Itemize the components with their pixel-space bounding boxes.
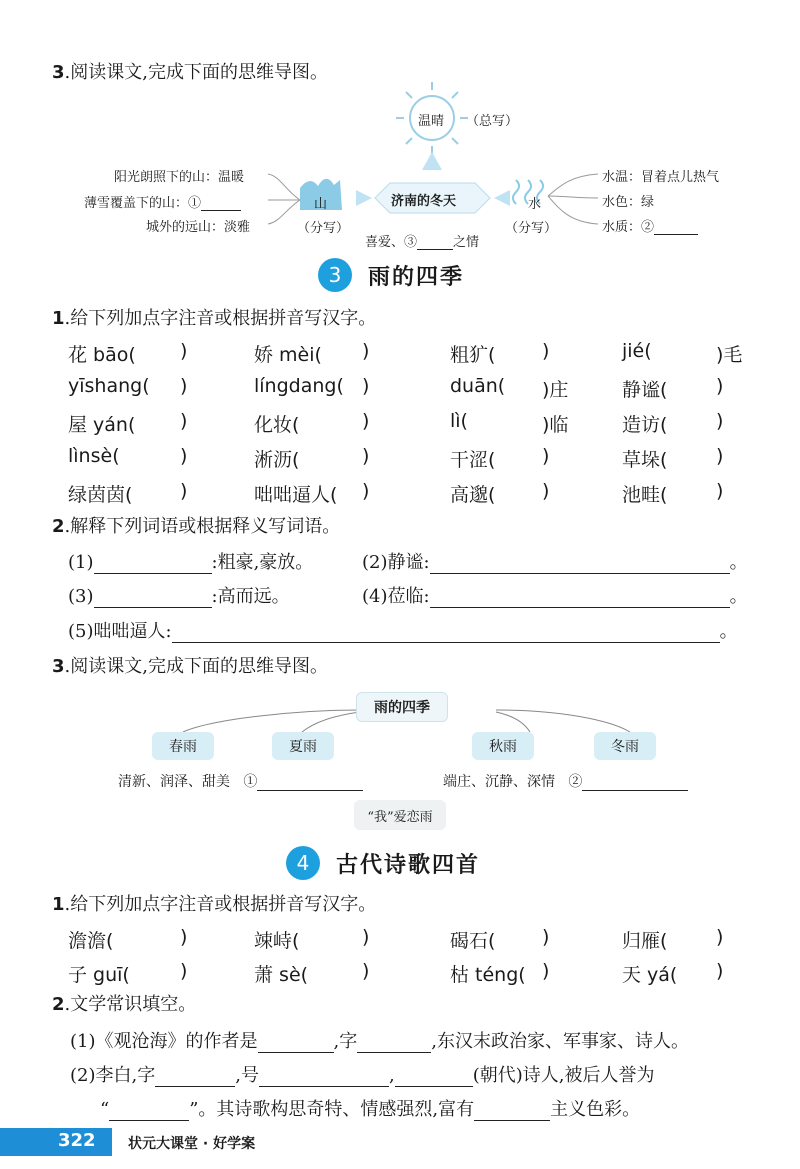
pinyin-item-close: ) — [542, 926, 550, 948]
water-fenxie: （分写） — [505, 221, 558, 236]
right-item: 水色：绿 — [602, 195, 655, 210]
s3-question-3: 3.阅读课文,完成下面的思维导图。 — [52, 656, 328, 677]
pinyin-item-close: ) — [542, 480, 550, 502]
section-title: 雨的四季 — [368, 264, 465, 290]
pinyin-item-close: ) — [716, 960, 724, 982]
mindmap-bottom: 喜爱、③ 之情 — [365, 231, 479, 250]
pinyin-item: duān( — [450, 375, 506, 397]
s4-q2-line-2: (2)李白,字 ,号 , (朝代)诗人,被后人誉为 — [70, 1065, 655, 1086]
pinyin-item-close: ) — [180, 960, 188, 982]
pinyin-item: 池畦( — [622, 484, 668, 506]
pinyin-item: yīshang( — [68, 375, 150, 397]
pinyin-item: 碣石( — [450, 930, 496, 952]
mountain-fenxie: （分写） — [297, 221, 350, 236]
s3-q2-item-1: (1) :粗豪,豪放。 — [68, 552, 314, 573]
pinyin-item: língdang( — [254, 375, 344, 397]
right-item: 水温：冒着点儿热气 — [602, 170, 720, 185]
pinyin-item: 化妆( — [254, 414, 300, 436]
page-number: 322 — [58, 1130, 96, 1151]
pinyin-item: 淅沥( — [254, 449, 300, 471]
pinyin-item: 萧 sè( — [254, 964, 309, 986]
s4-q2-line-1: (1)《观沧海》的作者是 ,字 ,东汉末政治家、军事家、诗人。 — [70, 1031, 689, 1052]
pinyin-item: 竦峙( — [254, 930, 300, 952]
pinyin-item-close: ) — [362, 410, 370, 432]
s3-question-1: 1.给下列加点字注音或根据拼音写汉字。 — [52, 308, 377, 329]
pinyin-item: 子 guī( — [68, 964, 130, 986]
pinyin-item: 澹澹( — [68, 930, 114, 952]
pinyin-item: lìnsè( — [68, 445, 120, 467]
pinyin-item: 高邈( — [450, 484, 496, 506]
section-4-header — [286, 846, 480, 880]
pinyin-item-close: ) — [542, 960, 550, 982]
s3-q2-item-2: (2)静谧: 。 — [362, 552, 748, 573]
pinyin-item-close: ) — [180, 340, 188, 362]
s3-q2-item-3: (3) :高而远。 — [68, 586, 290, 607]
mountain-label: 山 — [314, 197, 328, 212]
season-autumn: 秋雨 — [472, 732, 534, 760]
pinyin-item-close: )临 — [542, 414, 569, 436]
section-number: 4 — [286, 846, 320, 880]
pinyin-item-close: ) — [362, 480, 370, 502]
left-item: 城外的远山：淡雅 — [146, 220, 251, 235]
pinyin-item-close: ) — [180, 926, 188, 948]
pinyin-item-close: ) — [362, 926, 370, 948]
pinyin-item-close: ) — [716, 375, 724, 397]
pinyin-item: 枯 téng( — [450, 964, 526, 986]
pinyin-item-close: ) — [180, 445, 188, 467]
pinyin-item: 屋 yán( — [68, 414, 136, 436]
pinyin-item: 静谧( — [622, 379, 668, 401]
pinyin-item-close: ) — [362, 375, 370, 397]
pinyin-item: 绿茵茵( — [68, 484, 133, 506]
pinyin-item-close: ) — [542, 340, 550, 362]
pinyin-item-close: ) — [716, 480, 724, 502]
section-title: 古代诗歌四首 — [336, 852, 481, 878]
pinyin-item-close: ) — [180, 480, 188, 502]
pinyin-item: 娇 mèi( — [254, 344, 322, 366]
s3-question-2: 2.解释下列词语或根据释义写词语。 — [52, 516, 341, 537]
rain-bottom: “我”爱恋雨 — [354, 800, 446, 830]
pinyin-item-close: ) — [180, 410, 188, 432]
pinyin-item: 归雁( — [622, 930, 668, 952]
pinyin-item: 草垛( — [622, 449, 668, 471]
s4-q2-line-3: “ ”。其诗歌构思奇特、情感强烈,富有 主义色彩。 — [100, 1099, 641, 1120]
pinyin-item-close: ) — [542, 445, 550, 467]
season-spring: 春雨 — [152, 732, 214, 760]
pinyin-item: 天 yá( — [622, 964, 678, 986]
season-winter: 冬雨 — [594, 732, 656, 760]
center-title: 济南的冬天 — [391, 194, 457, 209]
question-3-heading: 3.阅读课文,完成下面的思维导图。 — [52, 62, 328, 83]
s3-q2-item-5: (5)咄咄逼人: 。 — [68, 621, 738, 642]
sun-note: （总写） — [466, 114, 519, 129]
pinyin-item: lì( — [450, 410, 468, 432]
section-3-header — [318, 258, 464, 292]
rain-center: 雨的四季 — [356, 692, 448, 722]
s4-question-1: 1.给下列加点字注音或根据拼音写汉字。 — [52, 894, 377, 915]
pinyin-item-close: ) — [716, 410, 724, 432]
rain-left-desc: 清新、润泽、甜美 ① — [118, 771, 363, 791]
right-item: 水质：② — [602, 216, 698, 235]
pinyin-item-close: )庄 — [542, 379, 569, 401]
footer-brand: 状元大课堂 · 好学案 — [128, 1136, 256, 1152]
pinyin-item: jié( — [622, 340, 652, 362]
left-item: 薄雪覆盖下的山：① — [84, 192, 241, 211]
pinyin-item: 花 bāo( — [68, 344, 136, 366]
section-number: 3 — [318, 258, 352, 292]
left-item: 阳光朗照下的山：温暖 — [114, 170, 245, 185]
pinyin-item-close: ) — [716, 926, 724, 948]
season-summer: 夏雨 — [272, 732, 334, 760]
rain-right-desc: 端庄、沉静、深情 ② — [443, 771, 688, 791]
sun-label: 温晴 — [418, 114, 445, 129]
pinyin-item-close: ) — [362, 340, 370, 362]
pinyin-item-close: )毛 — [716, 344, 743, 366]
pinyin-item-close: ) — [362, 445, 370, 467]
arrow-up-icon — [422, 152, 442, 170]
water-label: 水 — [528, 197, 542, 212]
pinyin-item-close: ) — [180, 375, 188, 397]
pinyin-item: 咄咄逼人( — [254, 484, 338, 506]
s4-question-2: 2.文学常识填空。 — [52, 994, 197, 1015]
pinyin-item: 干涩( — [450, 449, 496, 471]
pinyin-item-close: ) — [362, 960, 370, 982]
pinyin-item: 造访( — [622, 414, 668, 436]
pinyin-item-close: ) — [716, 445, 724, 467]
s3-q2-item-4: (4)莅临: 。 — [362, 586, 748, 607]
pinyin-item: 粗犷( — [450, 344, 496, 366]
